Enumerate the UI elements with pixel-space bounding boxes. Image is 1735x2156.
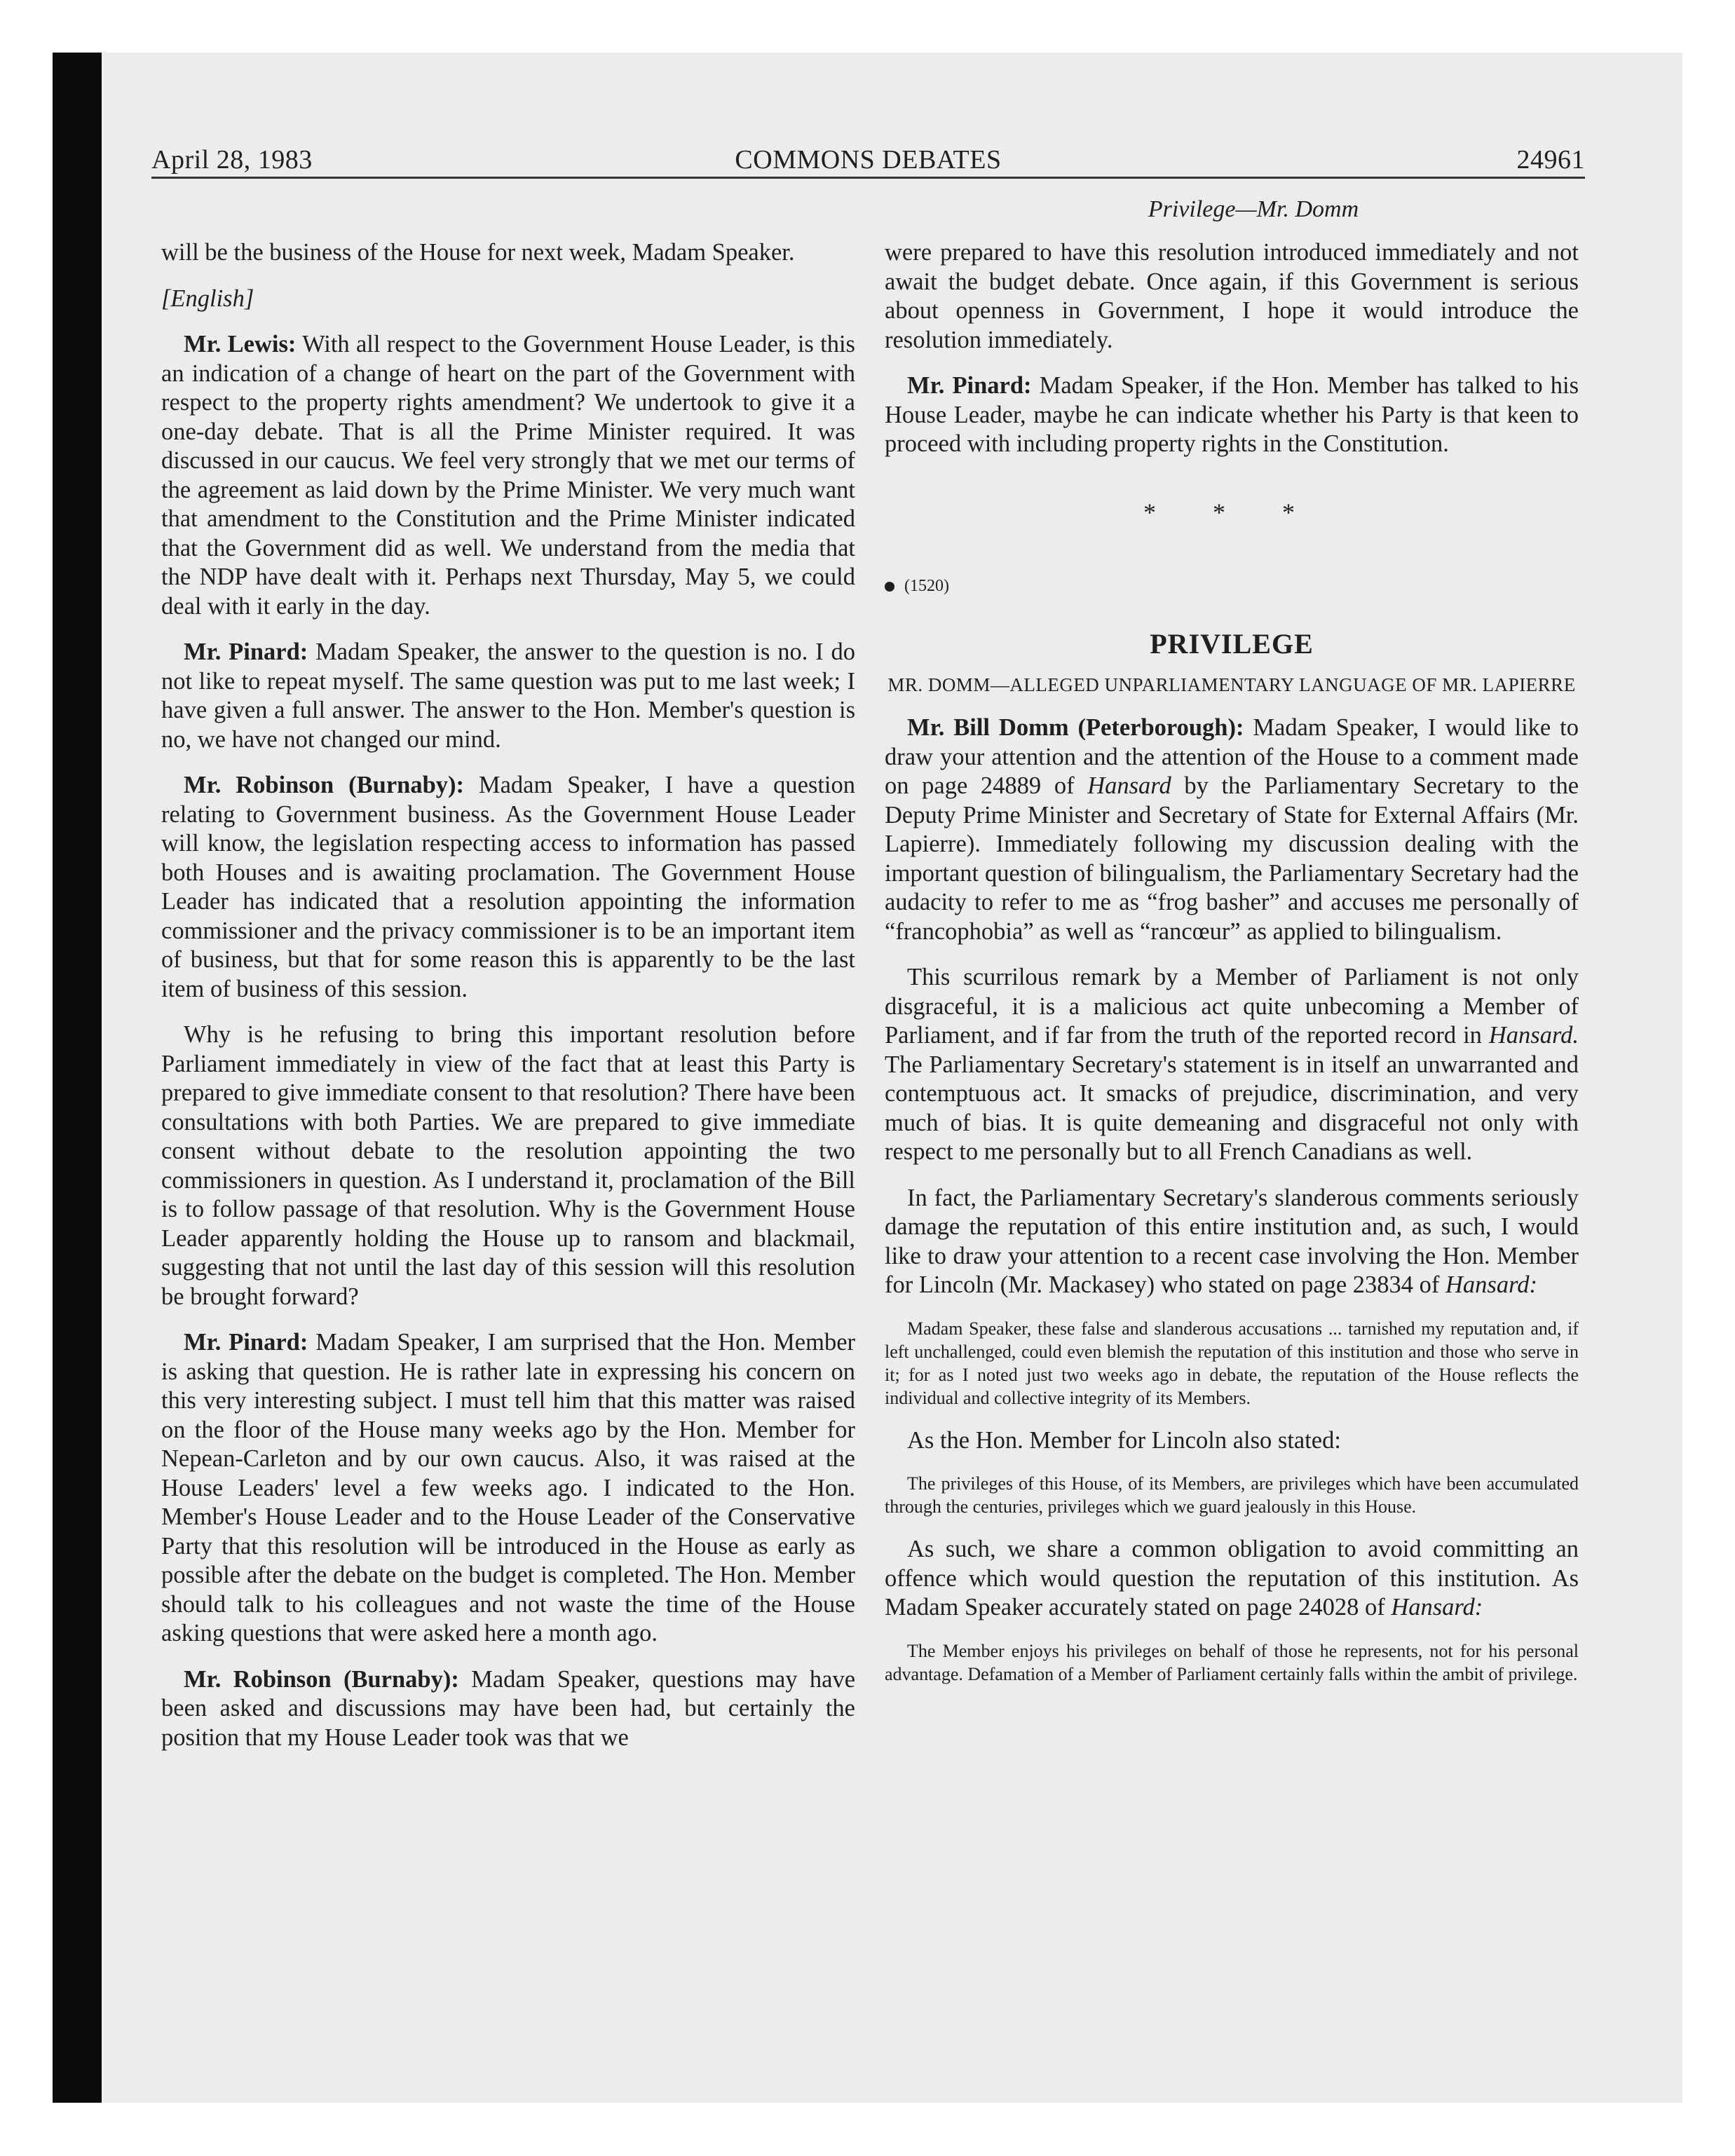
- header-date: April 28, 1983: [151, 145, 313, 175]
- header-page-number: 24961: [1516, 145, 1585, 175]
- paragraph: Why is he refusing to bring this important resolution before Parliament immediately in view of the fact that at least this Party is prepared to give immediate consent to that resolution? There have been consultations with both Parties. We are prepared to give immediate consent without debate to the resolution appointing the two commissioners in question. As I understand it, proclamation of the Bill is to follow passage of that resolution. Why is the Government House Leader apparently holding the House up to ransom and blackmail, suggesting that not until the last day of this session will this resolution be brought forward?: [161, 1021, 855, 1310]
- page-header: [151, 143, 1585, 179]
- speech-text: by the Parliamentary Secretary to the Deputy Prime Minister and Secretary of State for External Affairs (Mr. Lapierre). Immediately following my discussion dealing with the important question of bilingualism, the Parliamentary Secretary had the audacity to refer to me as “frog basher” and accuses me personally of “francophobia” as well as “rancœur” as applied to bilingualism.: [885, 772, 1579, 945]
- section-heading: PRIVILEGE: [1150, 627, 1314, 660]
- block-quote: The Member enjoys his privileges on behalf of those he represents, not for his personal advantage. Defamation of a Member of Parliament certainly falls within the ambit of privilege.: [885, 1640, 1579, 1684]
- speech-text: This scurrilous remark by a Member of Parliament is not only disgraceful, it is a malicious act quite unbecoming a Member of Parliament, and if far from the truth of the reported record in: [885, 964, 1579, 1049]
- speech-text: As such, we share a common obligation to avoid committing an offence which would question the reputation of this institution. As Madam Speaker accurately stated on page 24028 of: [885, 1536, 1579, 1621]
- speech-text: Madam Speaker, I would like to draw your attention and the attention of the House to a comment made on page 24889 of: [885, 714, 1579, 799]
- speaker-name: Mr. Lewis:: [184, 331, 297, 357]
- section-subheading: MR. DOMM—ALLEGED UNPARLIAMENTARY LANGUAGE OF MR. LAPIERRE: [887, 674, 1576, 695]
- speech-pinard-1: [161, 638, 855, 754]
- right-column: [885, 238, 1579, 1703]
- speech-text: With all respect to the Government House Leader, is this an indication of a change of heart on the part of the Government with respect to the property rights amendment? We undertook to give it a one-day debate. That is all the Prime Minister required. It was discussed in our caucus. We feel very strongly that we met our terms of the agreement as laid down by the Prime Minister. We very much want that amendment to the Constitution and the Prime Minister indicated that the Government did as well. We understand from the media that the NDP have dealt with it. Perhaps next Thursday, May 5, we could deal with it early in the day.: [161, 331, 855, 620]
- speaker-name: Mr. Bill Domm (Peterborough):: [907, 714, 1244, 741]
- language-tag: [English]: [161, 285, 254, 312]
- speech-text: Madam Speaker, I am surprised that the Hon. Member is asking that question. He is rather late in expressing his concern on this very interesting subject. I must tell him that this matter was raised on the floor of the House many weeks ago by the Hon. Member for Nepean-Carleton and by our own caucus. Also, it was raised at the House Leaders' level a few weeks ago. I indicated to the Hon. Member's House Leader and to the House Leader of the Conservative Party that this resolution will be introduced in the House as early as possible after the debate on the budget is completed. The Hon. Member should talk to his colleagues and not waste the time of the House asking questions that were asked here a month ago.: [161, 1329, 856, 1646]
- section-separator: * * *: [1143, 498, 1320, 526]
- block-quote: Madam Speaker, these false and slanderous accusations ... tarnished my reputation and, if left unchallenged, could even blemish the reputation of this institution and those who serve in it; for as I noted just two weeks ago in debate, the reputation of the House reflects the individual and collective integrity of its Members.: [885, 1318, 1579, 1408]
- hansard-reference: Hansard:: [1391, 1594, 1483, 1621]
- paragraph: [885, 1535, 1579, 1623]
- speech-text: Madam Speaker, questions may have been asked and discussions may have been had, but certainly the position that my House Leader took was that we: [161, 1665, 856, 1751]
- left-column: [161, 238, 855, 1769]
- hansard-reference: Hansard:: [1445, 1271, 1537, 1298]
- speech-lewis: [161, 330, 855, 621]
- scan-binding-edge: [53, 53, 102, 2103]
- speech-robinson-2: [161, 1665, 855, 1753]
- paragraph: As the Hon. Member for Lincoln also stated:: [907, 1426, 1341, 1454]
- hansard-reference: Hansard.: [1488, 1022, 1579, 1049]
- speaker-name: Mr. Robinson (Burnaby):: [184, 772, 464, 798]
- paragraph: were prepared to have this resolution introduced immediately and not await the budget debate. Once again, if this Government is serious about openness in Government, I hope it would introduce the resolution immediately.: [885, 239, 1579, 353]
- speech-text: The Parliamentary Secretary's statement is in itself an unwarranted and contemptuous act. It smacks of prejudice, discrimination, and very much of bias. It is quite demeaning and disgraceful not only with respect to me personally but to all French Canadians as well.: [885, 1051, 1579, 1165]
- speech-text: In fact, the Parliamentary Secretary's slanderous comments seriously damage the reputation of this entire institution and, as such, I would like to draw your attention to a recent case involving the Hon. Member for Lincoln (Mr. Mackasey) who stated on page 23834 of: [885, 1184, 1579, 1298]
- speech-domm-1: [885, 714, 1579, 946]
- speech-text: Madam Speaker, if the Hon. Member has talked to his House Leader, maybe he can indicate whether his Party is that keen to proceed with including property rights in the Constitution.: [885, 372, 1579, 457]
- hansard-reference: Hansard: [1087, 772, 1171, 799]
- time-stamp-text: (1520): [904, 577, 949, 595]
- running-head: Privilege—Mr. Domm: [1148, 196, 1359, 222]
- speaker-name: Mr. Robinson (Burnaby):: [184, 1665, 459, 1693]
- speech-robinson-1: [161, 771, 855, 1004]
- speech-text: Madam Speaker, the answer to the question is no. I do not like to repeat myself. The same question was put to me last week; I have given a full answer. The answer to the Hon. Member's question is no, we have not changed our mind.: [161, 639, 856, 753]
- paragraph: [885, 1184, 1579, 1300]
- paragraph: [885, 963, 1579, 1167]
- speech-pinard-2: [161, 1328, 855, 1649]
- bullet-icon: [885, 582, 894, 592]
- speaker-name: Mr. Pinard:: [184, 639, 308, 665]
- speaker-name: Mr. Pinard:: [907, 372, 1032, 399]
- speech-pinard-3: [885, 371, 1579, 459]
- speech-text: Madam Speaker, I have a question relating to Government business. As the Government House Leader will know, the legislation respecting access to information has passed both Houses and is awaiting proclamation. The Government House Leader has indicated that a resolution appointing the information commissioner and the privacy commissioner is to be an important item of business, but that for some reason this is apparently to be the last item of business of this session.: [161, 772, 855, 1002]
- time-stamp: [885, 572, 1579, 601]
- paragraph: will be the business of the House for next week, Madam Speaker.: [161, 239, 795, 266]
- speaker-name: Mr. Pinard:: [184, 1329, 308, 1356]
- header-title: COMMONS DEBATES: [735, 145, 1002, 175]
- block-quote: The privileges of this House, of its Members, are privileges which have been accumulated through the centuries, privileges which we guard jealously in this House.: [885, 1473, 1579, 1517]
